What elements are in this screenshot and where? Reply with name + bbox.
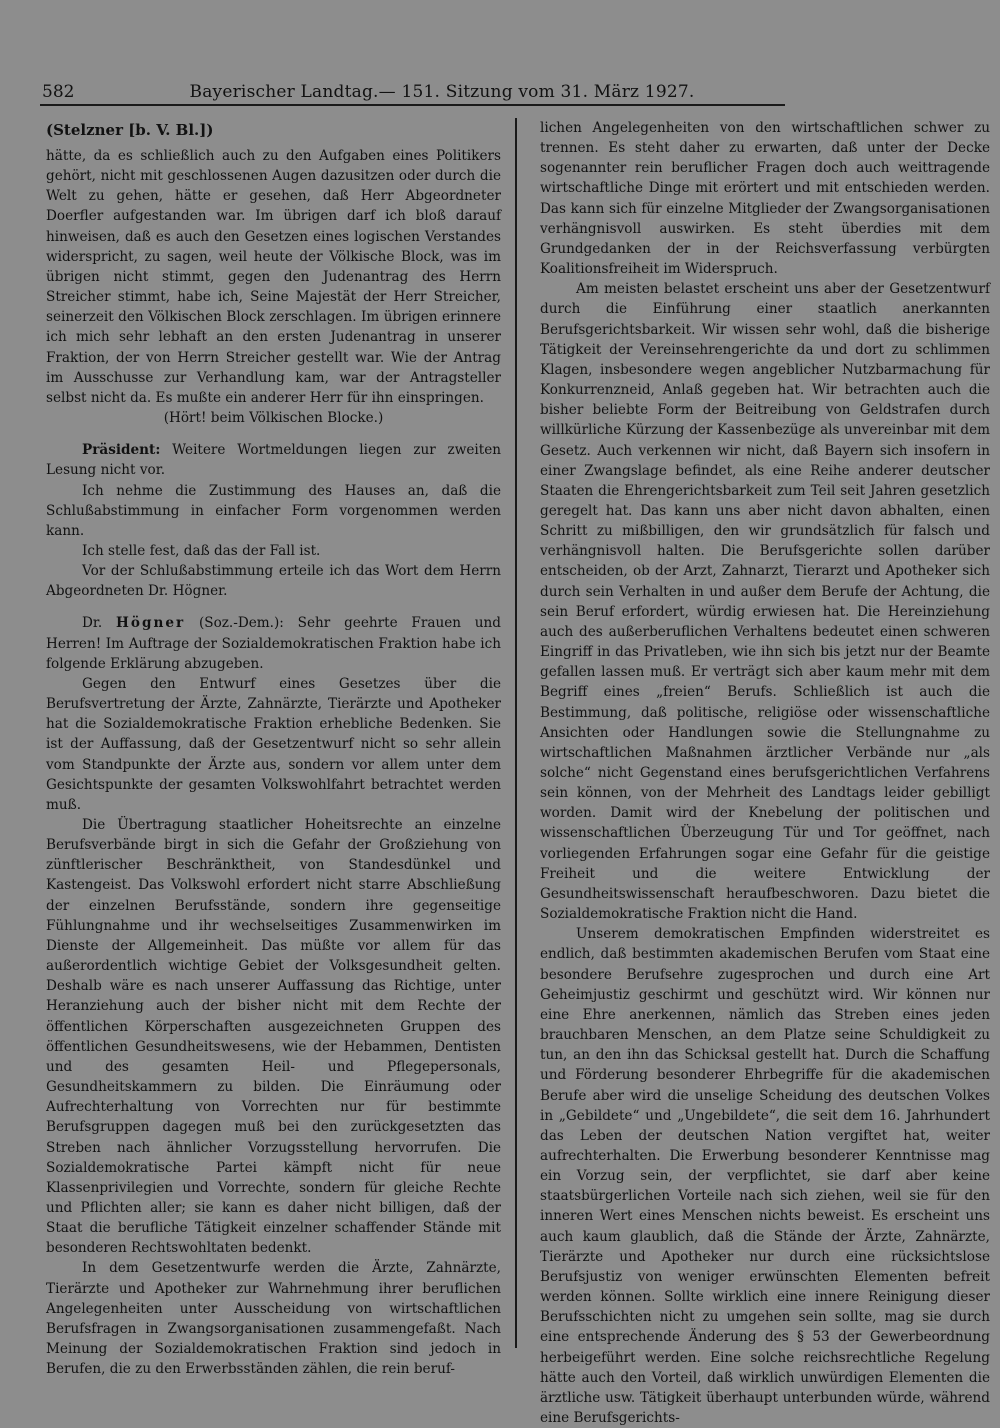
paragraph: lichen Angelegenheiten von den wirtschaftlichen schwer zu trennen. Es steht daher zu erwarten, daß unter der Decke sogenannter rein beruflicher Fragen doch auch weittragende wirtschaftliche Dinge mit erörtert und mit entschieden werden. Das kann sich für einzelne Mitglieder der Zwangsorganisationen verhängnisvoll auswirken. Es steht überdies mit dem Grundgedanken der in der Reichsverfassung verbürgten Koalitionsfreiheit im Widerspruch. [540, 120, 990, 278]
paragraph-text: Weitere Wortmeldungen liegen zur zweiten Lesung nicht vor. [46, 442, 501, 479]
page-header [42, 78, 782, 102]
speaker-title: Dr. [82, 615, 103, 632]
paragraph: Ich stelle fest, daß das der Fall ist. [82, 542, 321, 559]
paragraph: Vor der Schlußabstimmung erteile ich das Wort dem Herrn Abgeordneten Dr. Högner. [46, 563, 501, 600]
paragraph: Ich nehme die Zustimmung des Hauses an, daß die Schlußabstimmung in einfacher Form vorgenommen werden kann. [46, 482, 501, 539]
paragraph: hätte, da es schließlich auch zu den Aufgaben eines Politikers gehört, nicht mit geschlossenen Augen dazusitzen oder durch die Welt zu gehen, hätte er gesehen, daß Herr Abgeordneter Doerfler aufgestanden war. Im übrigen darf ich bloß darauf hinweisen, daß es auch den Gesetzen eines logischen Verstandes widerspricht, zu sagen, weil heute der Völkische Block, was im übrigen nicht stimmt, gegen den Judenantrag des Herrn Streicher stimmt, habe ich, Seine Majestät der Herr Streicher, seinerzeit den Völkischen Block zerschlagen. Im übrigen erinnere ich mich sehr lebhaft an den ersten Judenantrag in unserer Fraktion, der von Herrn Streicher gestellt war. Wie der Antrag im Ausschusse zur Verhandlung kam, war der Antragsteller selbst nicht da. Es mußte ein anderer Herr für ihn einspringen. [46, 148, 501, 406]
column-divider [515, 118, 517, 1348]
spacer [46, 428, 501, 440]
paragraph: Unserem demokratischen Empfinden widerstreitet es endlich, daß bestimmten akademischen Berufen vom Staat eine besondere Berufsehre zugesprochen und durch eine Art Geheimjustiz geschirmt und geschützt wird. Wir können nur eine Ehre anerkennen, nämlich das Streben eines jeden brauchbaren Menschen, an dem Platze seine Schuldigkeit zu tun, an den ihn das Schicksal gestellt hat. Durch die Schaffung und Förderung besonderer Ehrbegriffe für die akademischen Berufe aber wird die unselige Scheidung des deutschen Volkes in „Gebildete“ und „Ungebildete“, die seit dem 16. Jahrhundert das Leben der deutschen Nation vergiftet hat, weiter aufrechterhalten. Die Erwerbung besonderer Kenntnisse mag ein Vorzug sein, der verpflichtet, sie darf aber keine staatsbürgerlichen Vorteile nach sich ziehen, weil sie für den inneren Wert eines Menschen nichts beweist. Es erscheint uns auch kaum glaublich, daß die Stände der Ärzte, Zahnärzte, Tierärzte und Apotheker nur durch eine rücksichtslose Berufsjustiz von weniger erwünschten Elementen befreit werden können. Sollte wirklich eine innere Reinigung dieser Berufsschichten nicht zu umgehen sein sollte, mag sie durch eine entsprechende Änderung des § 53 der Gewerbeordnung herbeigeführt werden. Eine solche reichsrechtliche Regelung hätte auch den Vorteil, daß wirklich unwürdigen Elementen die ärztliche usw. Tätigkeit überhaupt unterbunden würde, während eine Berufsgerichts- [540, 926, 990, 1426]
right-column [540, 118, 990, 1428]
speaker-party: (Soz.-Dem.): [198, 615, 284, 632]
speaker-name: Högner [116, 615, 186, 632]
interjection: (Hört! beim Völkischen Blocke.) [163, 410, 384, 427]
paragraph-text: Sehr geehrte Frauen und Herren! Im Auftrage der Sozialdemokratischen Fraktion habe ich folgende Erklärung abzugeben. [46, 615, 501, 672]
running-title: Bayerischer Landtag.— 151. Sitzung vom 31. März 1927. [189, 82, 695, 102]
paragraph: In dem Gesetzentwurfe werden die Ärzte, Zahnärzte, Tierärzte und Apotheker zur Wahrnehmung ihrer beruflichen Angelegenheiten unter Ausscheidung von wirtschaftlichen Berufsfragen in Zwangsorganisationen zusammengefaßt. Nach Meinung der Sozialdemokratischen Fraktion sind jedoch in Berufen, die zu den Erwerbsständen zählen, die rein beruf- [46, 1260, 501, 1378]
left-column [46, 118, 501, 1379]
spacer [46, 601, 501, 613]
paragraph [46, 440, 501, 480]
paragraph: Gegen den Entwurf eines Gesetzes über die Berufsvertretung der Ärzte, Zahnärzte, Tierärzte und Apotheker hat die Sozialdemokratische Fraktion erhebliche Bedenken. Sie ist der Auffassung, daß der Gesetzentwurf nicht so sehr allein vom Standpunkte der Ärzte aus, sondern vor allem unter dem Gesichtspunkte der gesamten Volkswohlfahrt betrachtet werden muß. [46, 675, 501, 813]
speaker-heading: (Stelzner [b. V. Bl.]) [46, 121, 214, 139]
paragraph [46, 613, 501, 673]
paragraph: Am meisten belastet erscheint uns aber der Gesetzentwurf durch die Einführung einer staatlich anerkannten Berufsgerichtsbarkeit. Wir wissen sehr wohl, daß die bisherige Tätigkeit der Vereinsehrengerichte da und dort zu schlimmen Klagen, insbesondere wegen angeblicher Nutzbarmachung für Konkurrenzneid, Anlaß gegeben hat. Wir betrachten auch die bisher beliebte Form der Beitreibung von Geldstrafen durch willkürliche Kürzung der Kassenbezüge als unvereinbar mit dem Gesetz. Auch verkennen wir nicht, daß Bayern sich insofern in einer Zwangslage befindet, als eine Reihe anderer deutscher Staaten die Ehrengerichtsbarkeit zum Teil seit Jahren gesetzlich geregelt hat. Das kann uns aber nicht davon abhalten, einen Schritt zu mißbilligen, den wir grundsätzlich für falsch und verhängnisvoll halten. Die Berufsgerichte sollen darüber entscheiden, ob der Arzt, Zahnarzt, Tierarzt und Apotheker sich durch sein Verhalten in und außer dem Berufe der Achtung, die sein Beruf erfordert, würdig erwiesen hat. Die Hereinziehung auch des außerberuflichen Verhaltens bedeutet einen schweren Eingriff in das Privatleben, wie ihn sich bis jetzt nur der Beamte gefallen lassen muß. Er verträgt sich aber kaum mehr mit dem Begriff eines „freien“ Berufs. Schließlich ist auch die Bestimmung, daß politische, religiöse oder wissenschaftliche Ansichten oder Handlungen sowie die Stellungnahme zu wirtschaftlichen Maßnahmen ärztlicher Verbände nur „als solche“ nicht Gegenstand eines berufsgerichtlichen Verfahrens sein können, von der Mehrheit des Landtags leider gebilligt worden. Damit wird der Knebelung der politischen und wissenschaftlichen Überzeugung Tür und Tor geöffnet, nach vorliegenden Erfahrungen sogar eine Gefahr für die geistige Freiheit und die weitere Entwicklung der Gesundheitswissenschaft heraufbeschworen. Dazu bietet die Sozialdemokratische Fraktion nicht die Hand. [540, 281, 990, 923]
speaker-name: Präsident: [82, 442, 161, 459]
page-number: 582 [42, 82, 75, 102]
header-rule [40, 104, 785, 106]
paragraph: Die Übertragung staatlicher Hoheitsrechte an einzelne Berufsverbände birgt in sich die Gefahr der Großziehung von zünftlerischer Beschränktheit, von Standesdünkel und Kastengeist. Das Volkswohl erfordert nicht starre Abschließung der einzelnen Berufsstände, sondern ihre gegenseitige Fühlungnahme und ihr wechselseitiges Zusammenwirken im Dienste der Allgemeinheit. Das müßte vor allem für das außerordentlich wichtige Gebiet der Volksgesundheit gelten. Deshalb wäre es nach unserer Auffassung das Richtige, unter Heranziehung auch der bisher nicht mit dem Rechte der öffentlichen Körperschaften ausgezeichneten Gruppen des öffentlichen Gesundheitswesens, wie der Hebammen, Dentisten und des gesamten Heil- und Pflegepersonals, Gesundheitskammern zu bilden. Die Einräumung oder Aufrechterhaltung von Vorrechten nur für bestimmte Berufsgruppen dagegen muß bei den zurückgesetzten das Streben nach ähnlicher Vorzugsstellung hervorrufen. Die Sozialdemokratische Partei kämpft nicht für neue Klassenprivilegien und Vorrechte, sondern für gleiche Rechte und Pflichten aller; sie kann es daher nicht billigen, daß der Staat die berufliche Tätigkeit einzelner schaffender Stände mit besonderen Rechtswohltaten bedenkt. [46, 817, 501, 1257]
